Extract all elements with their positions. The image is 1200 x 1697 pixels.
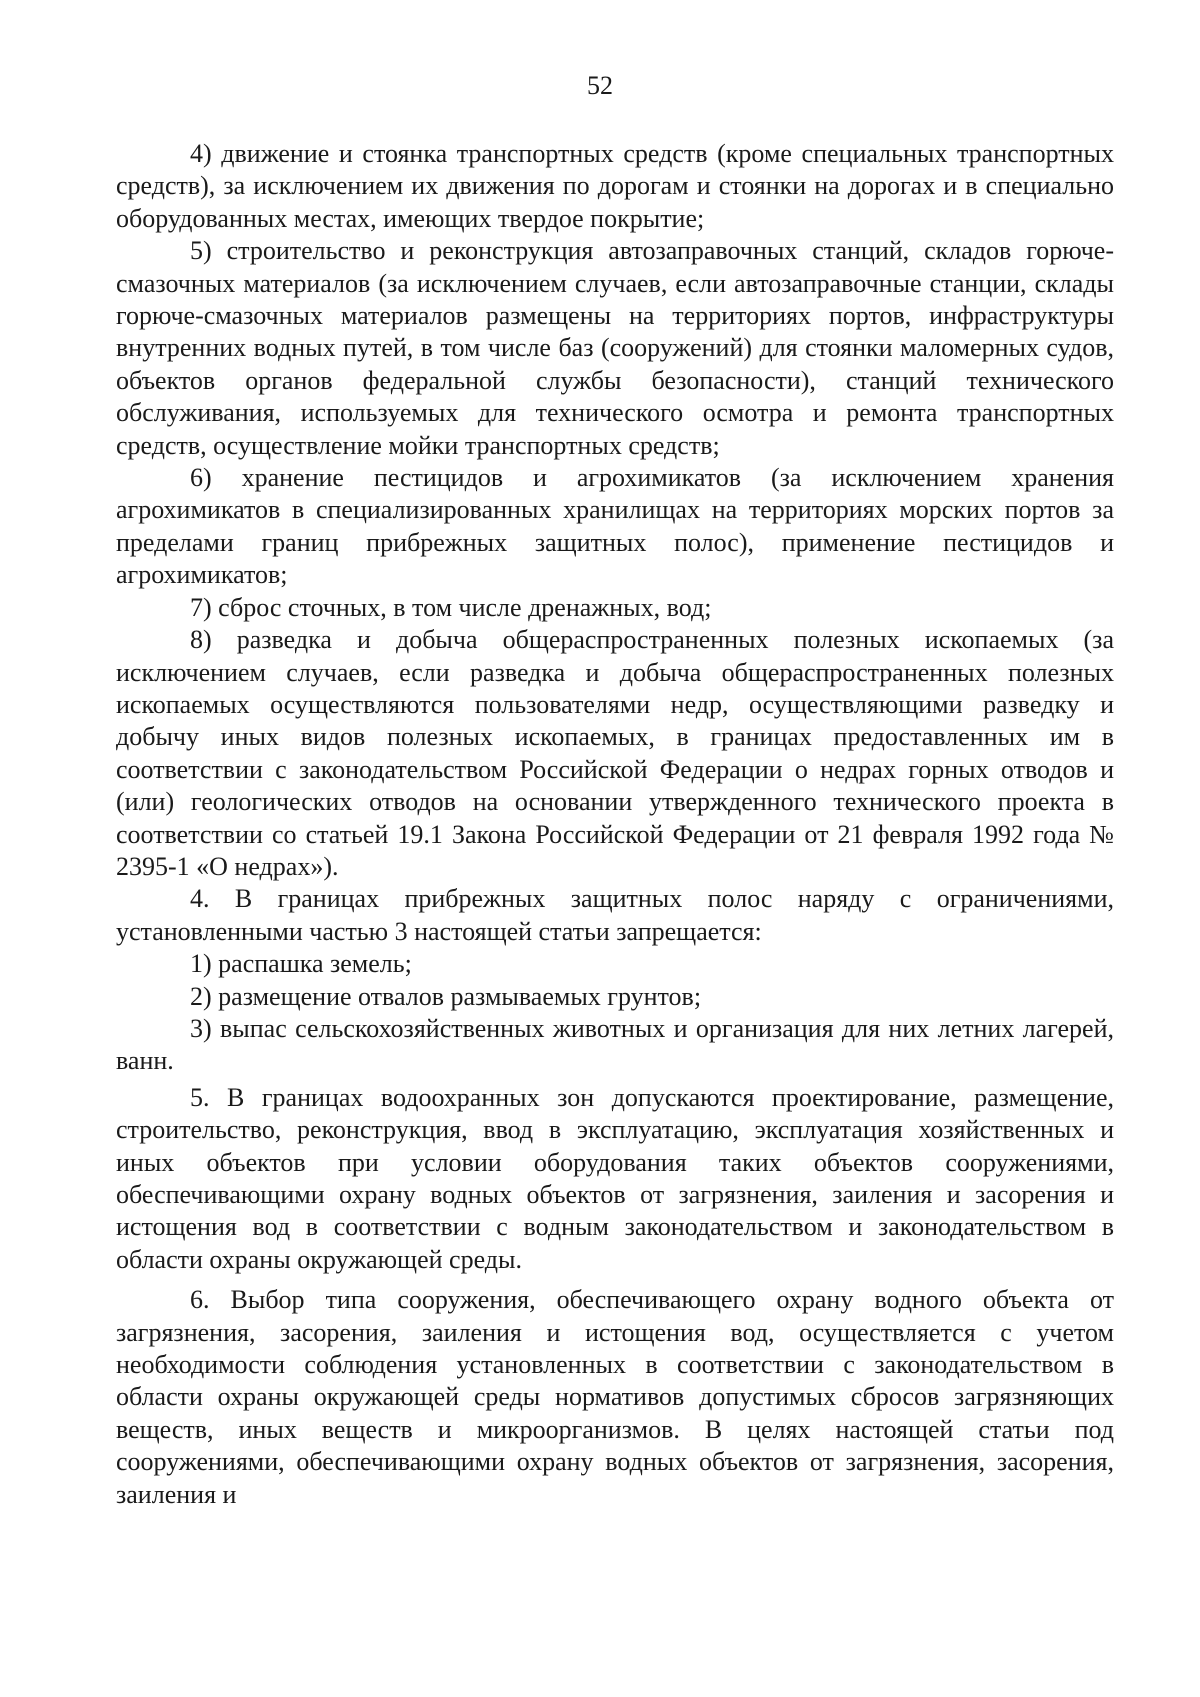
- page-number: 52: [587, 71, 613, 100]
- paragraph-section-4: 4. В границах прибрежных защитных полос наряду с ограничениями, установленными частью 3 настоящей статьи запрещается:: [116, 884, 1114, 946]
- paragraph-item-7-wastewater: 7) сброс сточных, в том числе дренажных, вод;: [190, 592, 712, 622]
- paragraph-item-4-traffic: 4) движение и стоянка транспортных средств (кроме специальных транспортных средств), за исключением их движения по дорогам и стоянки на дорогах и в специально оборудованных местах, имеющих твердое покрытие;: [116, 139, 1114, 233]
- paragraph-item-5-construction: 5) строительство и реконструкция автозаправочных станций, складов горюче-смазочных материалов (за исключением случаев, если автозаправочные станции, склады горюче-смазочных материалов размещены на территориях портов, инфраструктуры внутренних водных путей, в том числе баз (сооружений) для стоянки маломерных судов, объектов органов федеральной службы безопасности), станций технического обслуживания, используемых для технического осмотра и ремонта транспортных средств, осуществление мойки транспортных средств;: [116, 236, 1114, 460]
- document-body: [116, 138, 1114, 1511]
- paragraph-item-1-plowing: 1) распашка земель;: [190, 949, 412, 979]
- paragraph-item-3-grazing: 3) выпас сельскохозяйственных животных и организация для них летних лагерей, ванн.: [116, 1013, 1114, 1076]
- paragraph-item-8-mining: 8) разведка и добыча общераспространенных полезных ископаемых (за исключением случаев, если разведка и добыча общераспространенных полезных ископаемых осуществляются пользователями недр, осуществляющими разведку и добычу иных видов полезных ископаемых, в границах предоставленных им в соответствии с законодательством Российской Федерации о недрах горных отводов и (или) геологических отводов на основании утвержденного технического проекта в соответствии со статьей 19.1 Закона Российской Федерации от 21 февраля 1992 года № 2395-1 «О недрах»).: [116, 625, 1114, 881]
- paragraph-section-6: 6. Выбор типа сооружения, обеспечивающего охрану водного объекта от загрязнения, засорения, заиления и истощения вод, осуществляется с учетом необходимости соблюдения установленных в соответствии с законодательством в области охраны окружающей среды нормативов допустимых сбросов загрязняющих веществ, иных веществ и микроорганизмов. В целях настоящей статьи под сооружениями, обеспечивающими охрану водных объектов от загрязнения, засорения, заиления и: [116, 1285, 1114, 1509]
- paragraph-item-2-dumps: 2) размещение отвалов размываемых грунтов;: [190, 981, 702, 1011]
- paragraph-section-5: 5. В границах водоохранных зон допускаются проектирование, размещение, строительство, реконструкция, ввод в эксплуатацию, эксплуатация хозяйственных и иных объектов при условии оборудования таких объектов сооружениями, обеспечивающими охрану водных объектов от загрязнения, заиления и засорения и истощения вод в соответствии с водным законодательством и законодательством в области охраны окружающей среды.: [116, 1082, 1114, 1274]
- paragraph-item-6-pesticides: 6) хранение пестицидов и агрохимикатов (за исключением хранения агрохимикатов в специализированных хранилищах на территориях морских портов за пределами границ прибрежных защитных полос), применение пестицидов и агрохимикатов;: [116, 463, 1114, 590]
